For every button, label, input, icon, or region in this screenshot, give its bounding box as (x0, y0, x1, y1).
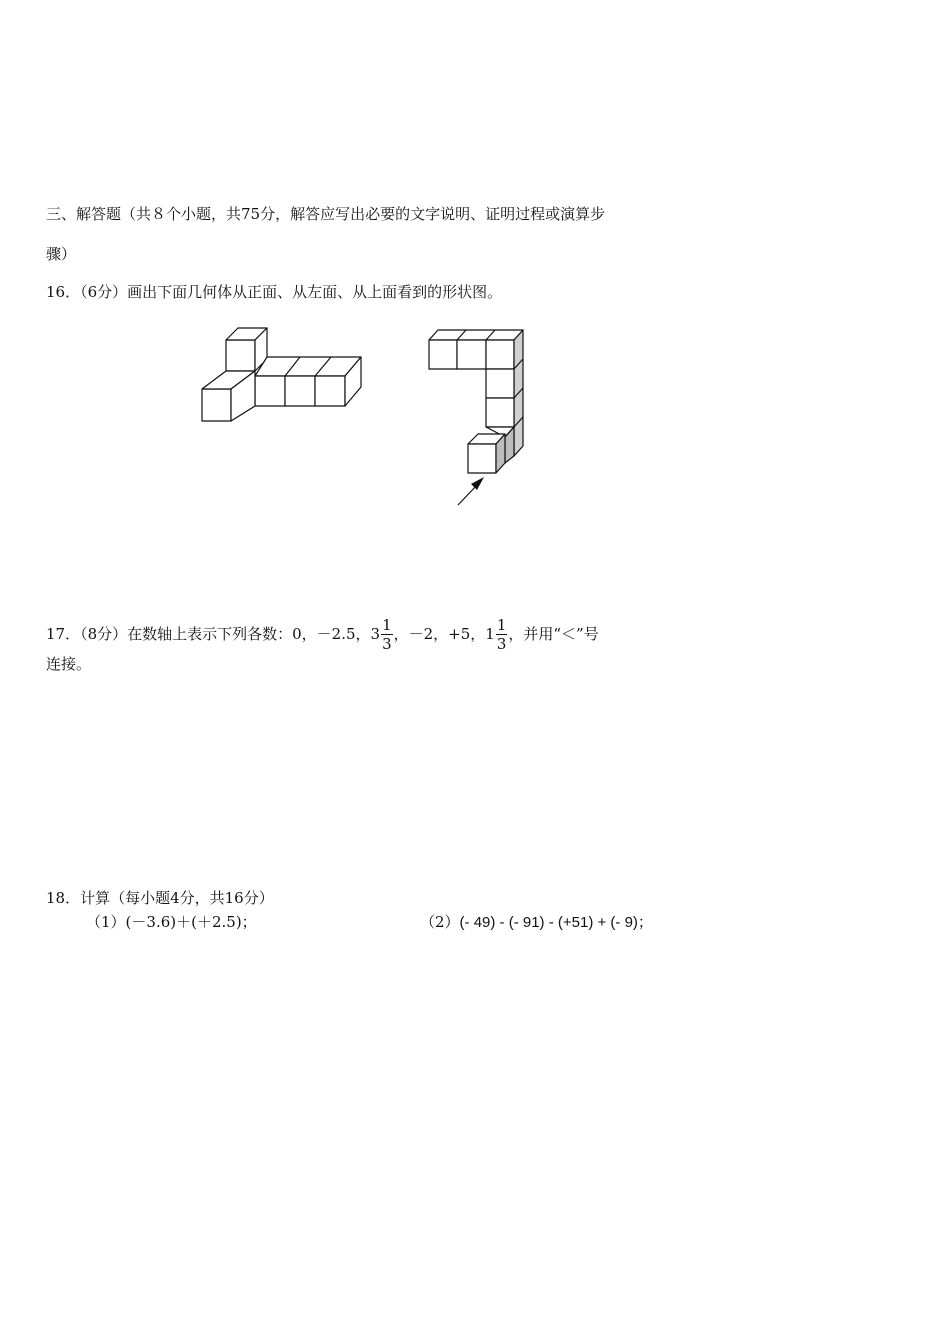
mixed-number-3-1-3 (371, 616, 394, 653)
section-heading: 三、解答题（共８个小题，共75分，解答应写出必要的文字说明、证明过程或演算步 (46, 205, 606, 223)
question-18-title: 18．计算（每小题4分，共16分） (46, 889, 274, 907)
fraction-denominator: 3 (382, 634, 392, 653)
fraction-1-3-second (496, 616, 508, 653)
part-1-label: （1） (86, 913, 126, 931)
part-2-expression: (- 49) - (- 91) - (+51) + (- 9) (459, 914, 638, 931)
mixed2-whole: 1 (485, 625, 495, 643)
fraction-denominator: 3 (496, 634, 507, 653)
section-heading-continued: 骤） (46, 245, 77, 263)
question-17-text-continued: 连接。 (46, 655, 92, 673)
q17-middle: ，－2，+5， (393, 625, 486, 643)
part-2-label: （2） (420, 913, 460, 931)
question-18-part-2 (420, 912, 653, 933)
part-1-expression: (－3.6)＋(＋2.5)； (125, 913, 257, 931)
question-17-text (46, 612, 599, 656)
mixed1-whole: 3 (370, 625, 381, 643)
fraction-numerator: 1 (496, 615, 507, 634)
figure-cube-structure-left (198, 320, 368, 426)
mixed-number-1-1-3 (485, 616, 508, 653)
fraction-1-3 (381, 616, 393, 653)
fraction-numerator: 1 (382, 615, 392, 634)
question-18-part-1 (86, 912, 257, 932)
part-2-end: ； (637, 913, 653, 931)
figure-cube-structure-right (426, 326, 530, 510)
q17-suffix: ，并用“＜”号 (508, 625, 599, 643)
q17-prefix: 17．（8分）在数轴上表示下列各数：0，－2.5， (46, 625, 371, 643)
question-16-text: 16．（6分）画出下面几何体从正面、从左面、从上面看到的形状图。 (46, 283, 503, 301)
